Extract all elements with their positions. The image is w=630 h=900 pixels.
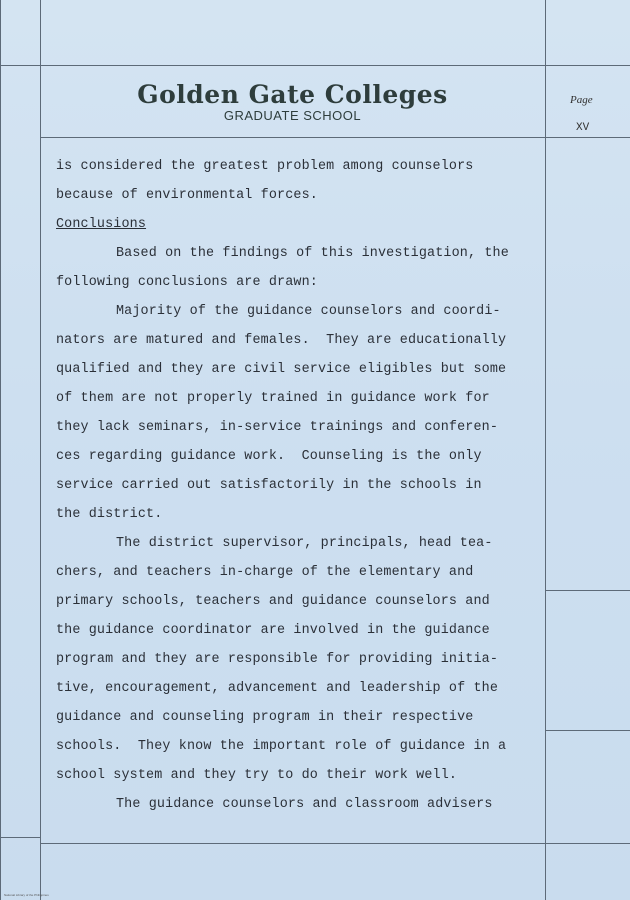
text-line: the guidance coordinator are involved in the guidance bbox=[56, 623, 490, 638]
text-line: of them are not properly trained in guidance work for bbox=[56, 391, 490, 406]
text-line: is considered the greatest problem among counselors bbox=[56, 159, 474, 174]
text-line: program and they are responsible for providing initia- bbox=[56, 652, 499, 667]
text-line: the district. bbox=[56, 507, 163, 522]
body-text bbox=[56, 152, 536, 819]
text-line: tive, encouragement, advancement and leadership of the bbox=[56, 681, 499, 696]
text-line: primary schools, teachers and guidance counselors and bbox=[56, 594, 490, 609]
text-line: schools. They know the important role of guidance in a bbox=[56, 739, 507, 754]
footer-note: National Library of the Philippines bbox=[4, 893, 49, 897]
right-tab-rule-top bbox=[545, 65, 630, 66]
text-line: because of environmental forces. bbox=[56, 188, 318, 203]
text-line: nators are matured and females. They are educationally bbox=[56, 333, 507, 348]
school-name: GRADUATE SCHOOL bbox=[223, 108, 362, 123]
left-tab-rule-bottom bbox=[0, 837, 40, 838]
footer-rule bbox=[40, 843, 545, 844]
left-tab-rule bbox=[0, 65, 40, 66]
text-line: guidance and counseling program in their respective bbox=[56, 710, 474, 725]
institution-name: Golden Gate Colleges bbox=[137, 80, 448, 109]
text-line: following conclusions are drawn: bbox=[56, 275, 318, 290]
header-top-rule bbox=[40, 65, 545, 66]
text-line: service carried out satisfactorily in the schools in bbox=[56, 478, 482, 493]
right-tab-rule-bottom bbox=[545, 843, 630, 844]
outer-left-rule bbox=[0, 0, 1, 900]
right-tab-rule-mid bbox=[545, 137, 630, 138]
text-line: chers, and teachers in-charge of the elementary and bbox=[56, 565, 474, 580]
page-number: XV bbox=[576, 122, 590, 134]
text-line: school system and they try to do their work well. bbox=[56, 768, 458, 783]
right-tab-rule-lower bbox=[545, 730, 630, 731]
text-line: qualified and they are civil service eligibles but some bbox=[56, 362, 507, 377]
text-line: they lack seminars, in-service trainings and conferen- bbox=[56, 420, 499, 435]
text-line: Majority of the guidance counselors and coordi- bbox=[116, 304, 501, 319]
left-margin-rule bbox=[40, 0, 41, 900]
text-line: Based on the findings of this investigation, the bbox=[116, 246, 509, 261]
text-line: ces regarding guidance work. Counseling is the only bbox=[56, 449, 482, 464]
text-line: The district supervisor, principals, head tea- bbox=[116, 536, 493, 551]
header-bottom-rule bbox=[40, 137, 545, 138]
page-label: Page bbox=[570, 94, 593, 106]
right-margin-rule bbox=[545, 0, 546, 900]
right-tab-rule-low bbox=[545, 590, 630, 591]
section-heading: Conclusions bbox=[56, 217, 147, 232]
text-line: The guidance counselors and classroom advisers bbox=[116, 797, 493, 812]
